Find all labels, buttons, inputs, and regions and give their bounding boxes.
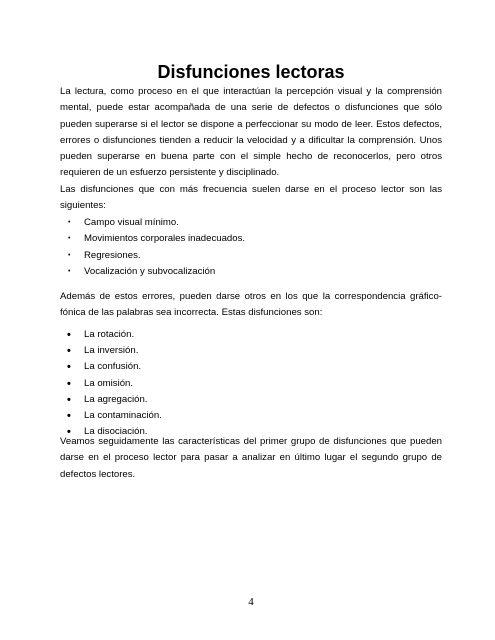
second-paragraph: Además de estos errores, pueden darse otros en los que la correspondencia gráfico-fónica de las palabras sea incorrecta. Estas disfunciones son: <box>60 291 442 319</box>
list-item: • Campo visual mínimo. <box>68 215 245 231</box>
page-number: 4 <box>248 596 254 608</box>
list-item: • La omisión. <box>68 376 162 392</box>
intro-section <box>60 84 442 214</box>
second-section <box>60 289 442 322</box>
list-item: • Regresiones. <box>68 248 245 264</box>
list-item: • La disociación. <box>68 424 162 440</box>
first-disfunctions-list <box>68 215 245 280</box>
closing-section <box>60 434 442 483</box>
list-item: • Movimientos corporales inadecuados. <box>68 231 245 247</box>
document-page <box>60 0 442 640</box>
list-item: • La rotación. <box>68 327 162 343</box>
list-item: • Vocalización y subvocalización <box>68 264 245 280</box>
list-item: • La contaminación. <box>68 408 162 424</box>
closing-paragraph: Veamos seguidamente las características del primer grupo de disfunciones que pueden darse en el proceso lector para pasar a analizar en último lugar el segundo grupo de defectos lectores. <box>60 436 442 480</box>
intro-paragraph-continuation: Las disfunciones que con más frecuencia suelen darse en el proceso lector son las siguientes: <box>60 183 442 212</box>
list-item: • La confusión. <box>68 359 162 375</box>
second-disfunctions-list <box>68 327 162 440</box>
list-item: • La inversión. <box>68 343 162 359</box>
page-title: Disfunciones lectoras <box>157 62 345 82</box>
list-item: • La agregación. <box>68 392 162 408</box>
intro-paragraph: La lectura, como proceso en el que interactúan la percepción visual y la comprensión mental, puede estar acompañada de una serie de defectos o disfunciones que sólo pueden superarse si el lector se dispone a perfeccionar su modo de leer. Estos defectos, errores o disfunciones tienden a reducir la velocidad y a dificultar la comprensión. Unos pueden superarse en buena parte con el simple hecho de reconocerlos, pero otros requieren de un esfuerzo persistente y disciplinado. <box>60 86 442 179</box>
